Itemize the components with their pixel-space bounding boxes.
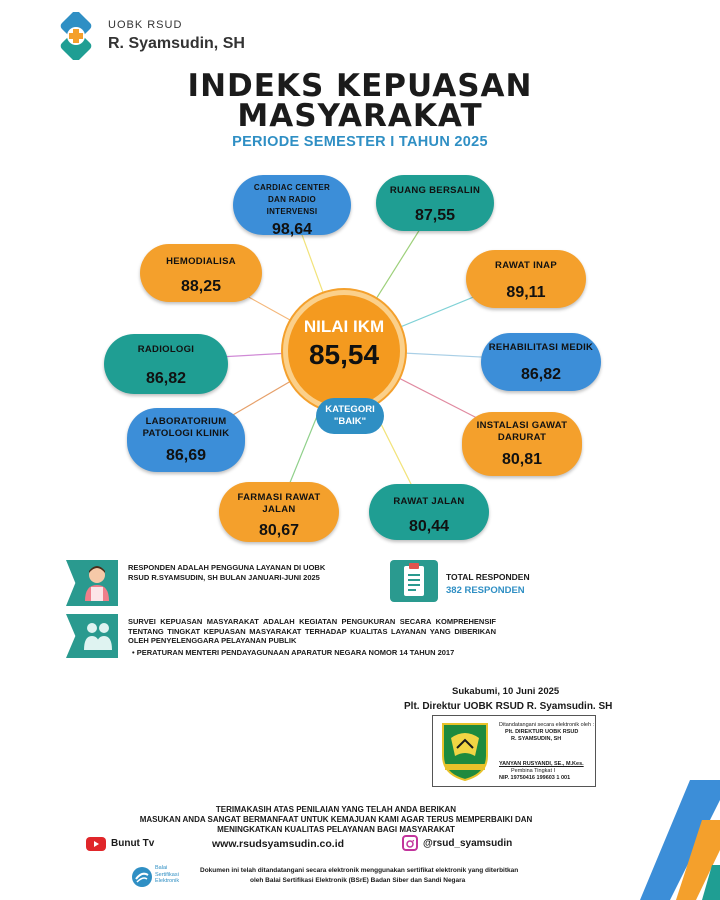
ikm-value: 85,54 bbox=[308, 339, 380, 370]
signer-nip: NIP. 19750416 199603 1 001 bbox=[499, 775, 571, 781]
unit-pill-rawat-inap bbox=[466, 250, 586, 308]
unit-value: 80,81 bbox=[501, 451, 543, 468]
page-title-line2: MASYARAKAT bbox=[237, 98, 483, 134]
unit-label: RADIOLOGI bbox=[137, 344, 195, 355]
unit-value: 80,44 bbox=[408, 518, 450, 535]
disclaimer-line2: oleh Balai Sertifikasi Elektronik (BSrE) Badan Siber dan Sandi Negara bbox=[250, 877, 466, 884]
unit-pill-rehabilitasi bbox=[481, 333, 601, 391]
emblem-icon bbox=[437, 720, 493, 782]
signed-note: Ditandatangani secara elektronik oleh : bbox=[499, 722, 595, 728]
bsre-line3: Elektronik bbox=[155, 878, 180, 884]
unit-label: RUANG BERSALIN bbox=[389, 185, 481, 196]
unit-value: 86,82 bbox=[145, 370, 187, 387]
respondent-description: RESPONDEN ADALAH PENGGUNA LAYANAN DI UOBK RSUD R.SYAMSUDIN, SH BULAN JANUARI-JUNI 2025 bbox=[128, 563, 326, 582]
unit-value: 80,67 bbox=[258, 522, 300, 539]
unit-value: 87,55 bbox=[414, 207, 456, 224]
signature-place-date: Sukabumi, 10 Juni 2025 bbox=[452, 686, 560, 697]
unit-label: REHABILITASI MEDIK bbox=[488, 342, 594, 353]
period-subtitle: PERIODE SEMESTER I TAHUN 2025 bbox=[232, 134, 488, 150]
regulation-text: PERATURAN MENTERI PENDAYAGUNAAN APARATUR NEGARA NOMOR 14 TAHUN 2017 bbox=[136, 648, 455, 657]
unit-pill-hemodialisa bbox=[140, 244, 262, 302]
org-name-line1: UOBK RSUD bbox=[108, 19, 183, 31]
person-icon bbox=[80, 563, 114, 603]
page-title-line1: INDEKS KEPUASAN bbox=[187, 68, 533, 104]
survey-people-icon bbox=[82, 618, 114, 654]
unit-pill-ruang-bersalin bbox=[376, 175, 494, 231]
signed-role2: R. SYAMSUDIN, SH bbox=[511, 736, 562, 742]
bsre-line1: Balai bbox=[155, 865, 168, 871]
regional-emblem bbox=[437, 720, 493, 782]
instagram-icon bbox=[402, 835, 418, 851]
website-link[interactable]: www.rsudsyamsudin.co.id bbox=[212, 838, 345, 850]
unit-label: RAWAT INAP bbox=[495, 260, 557, 271]
unit-pill-igd bbox=[462, 412, 582, 476]
bsre-line2: Sertifikasi bbox=[155, 871, 179, 878]
signature-box bbox=[432, 715, 596, 787]
bsre-logo-icon bbox=[131, 866, 153, 888]
decorative-stripes bbox=[630, 780, 720, 900]
org-name-line2: R. Syamsudin, SH bbox=[108, 35, 245, 52]
thanks-line1: TERIMAKASIH ATAS PENILAIAN YANG TELAH ANDA BERIKAN bbox=[215, 805, 457, 814]
bullet-icon: • bbox=[132, 648, 137, 657]
total-respondent-label: TOTAL RESPONDEN bbox=[446, 572, 530, 582]
category-value: "BAIK" bbox=[333, 416, 367, 427]
unit-value: 86,82 bbox=[520, 366, 562, 383]
thanks-line2: MASUKAN ANDA SANGAT BERMANFAAT UNTUK KEMAJUAN KAMI AGAR TERUS MEMPERBAIKI DAN bbox=[139, 815, 533, 824]
unit-label: HEMODIALISA bbox=[166, 256, 236, 267]
unit-value: 86,69 bbox=[165, 447, 207, 464]
category-label: KATEGORI bbox=[325, 404, 375, 415]
unit-pill-rawat-jalan bbox=[369, 484, 489, 540]
youtube-channel[interactable]: Bunut Tv bbox=[111, 838, 155, 849]
unit-value: 98,64 bbox=[271, 221, 313, 238]
clipboard-icon bbox=[390, 560, 438, 602]
unit-label: CARDIAC CENTER DAN RADIO INTERVENSI bbox=[253, 183, 331, 216]
unit-value: 89,11 bbox=[506, 284, 546, 301]
disclaimer-line1: Dokumen ini telah ditandatangani secara elektronik menggunakan sertifikat elektronik yang diterbitkan bbox=[200, 867, 519, 874]
signed-role1: Plt. DIREKTUR UOBK RSUD bbox=[505, 729, 579, 735]
ikm-center-circle bbox=[283, 290, 405, 412]
unit-value: 88,25 bbox=[180, 278, 222, 295]
regulation-bullet bbox=[132, 648, 512, 658]
survey-description: SURVEI KEPUASAN MASYARAKAT ADALAH KEGIATAN PENGUKURAN SECARA KOMPREHENSIF TENTANG TINGKAT KEPUASAN MASYARAKAT TERHADAP KUALITAS LAYANAN YANG DIBERIKAN OLEH PENYELENGGARA PELAYANAN PUBLIK bbox=[128, 617, 496, 645]
unit-pill-farmasi bbox=[219, 482, 339, 542]
category-badge bbox=[316, 398, 384, 434]
youtube-icon bbox=[86, 837, 106, 851]
instagram-handle[interactable]: @rsud_syamsudin bbox=[423, 838, 513, 849]
unit-label: RAWAT JALAN bbox=[393, 496, 465, 507]
bsre-label bbox=[155, 865, 179, 885]
signer-rank: Pembina Tingkat I bbox=[511, 768, 556, 774]
unit-label: FARMASI RAWAT JALAN bbox=[237, 492, 321, 515]
thanks-line3: MENINGKATKAN KUALITAS PELAYANAN BAGI MASYARAKAT bbox=[217, 825, 455, 834]
unit-pill-laboratorium bbox=[127, 408, 245, 472]
total-respondent-value: 382 RESPONDEN bbox=[446, 585, 525, 596]
ikm-label: NILAI IKM bbox=[303, 317, 385, 336]
unit-label: LABORATORIUM PATOLOGI KLINIK bbox=[142, 416, 230, 439]
unit-pill-radiologi bbox=[104, 334, 228, 394]
signer-name: YANYAN RUSYANDI, SE., M.Kes. bbox=[499, 761, 584, 767]
unit-pill-cardiac bbox=[233, 175, 351, 238]
signature-title: Plt. Direktur UOBK RSUD R. Syamsudin. SH bbox=[404, 701, 613, 712]
unit-label: INSTALASI GAWAT DARURAT bbox=[476, 420, 568, 443]
